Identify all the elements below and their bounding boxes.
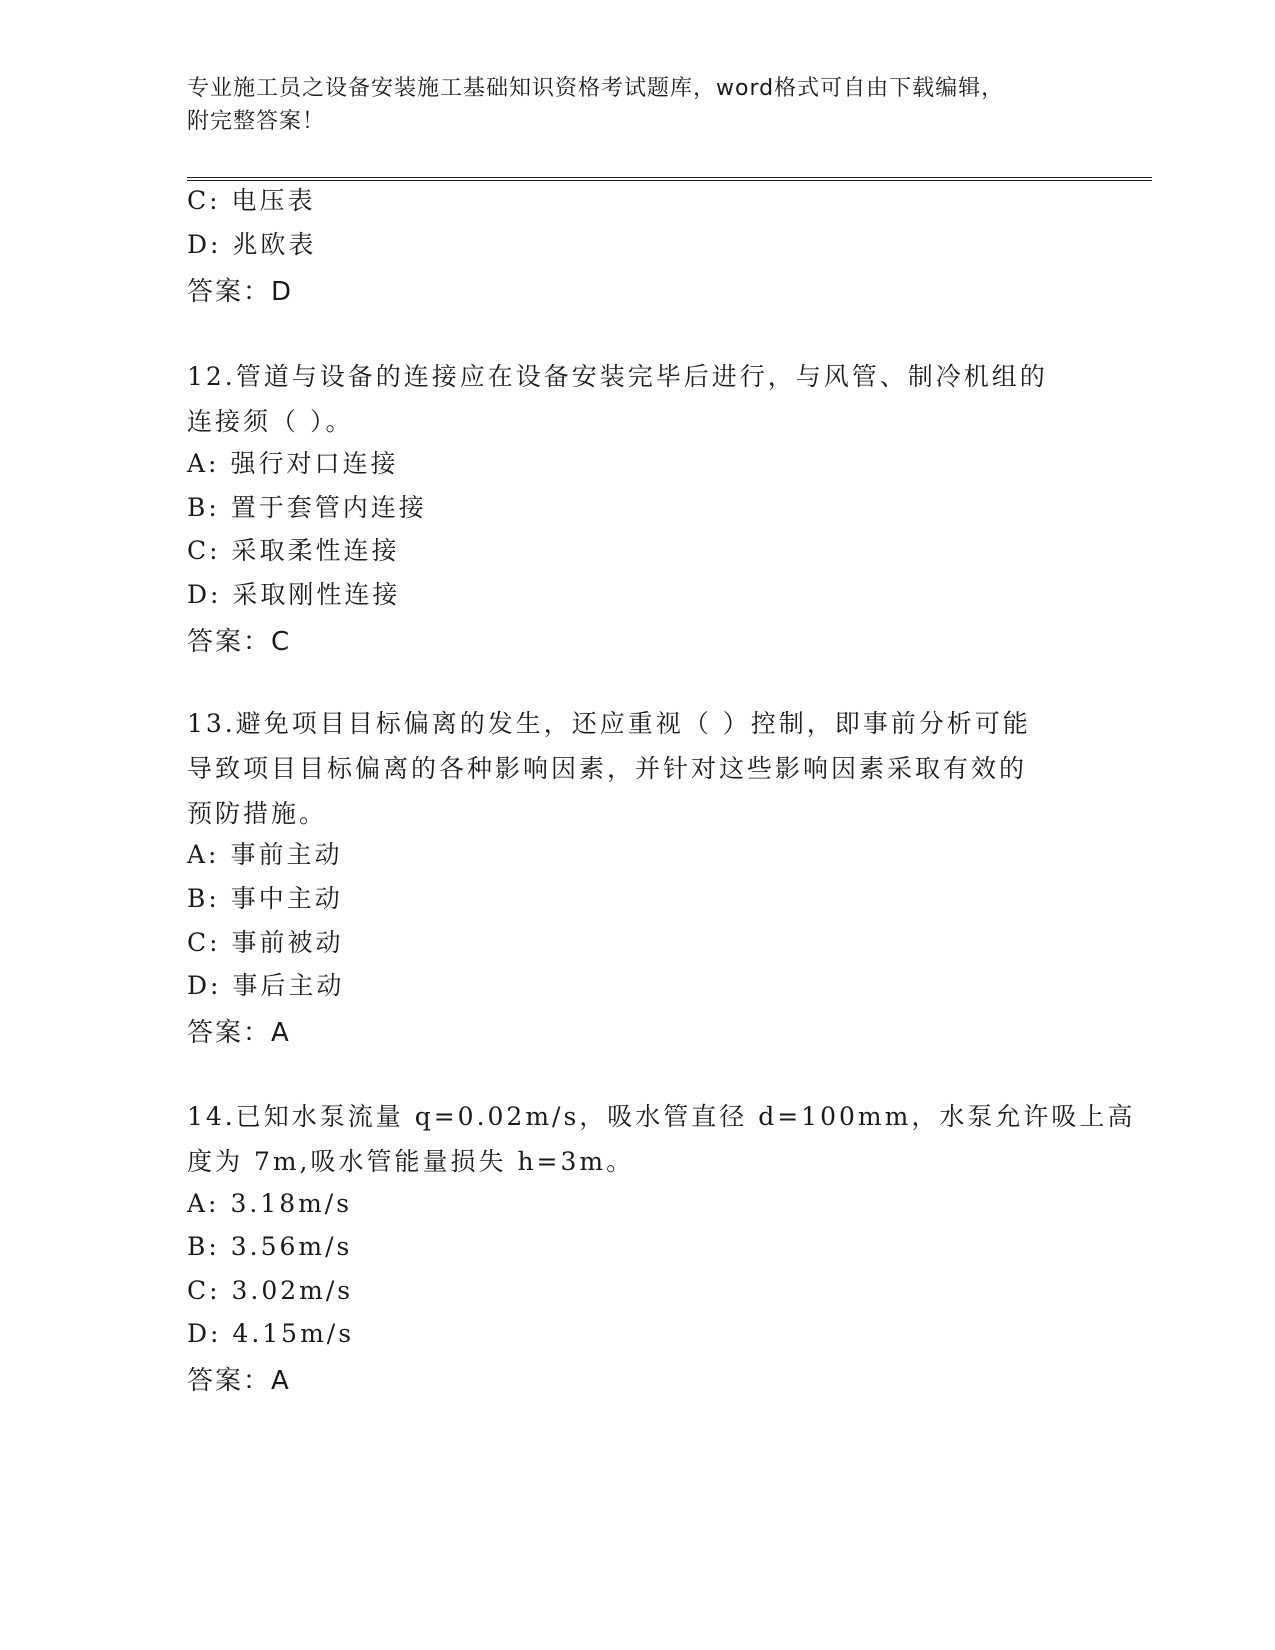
option-letter: D: xyxy=(187,1319,222,1348)
header-line: 专业施工员之设备安装施工基础知识资格考试题库，word格式可自由下载编辑， xyxy=(187,76,1005,101)
stem-line xyxy=(187,701,1067,746)
option-text: 3.18m/s xyxy=(230,1189,353,1218)
option-b xyxy=(187,1224,352,1269)
option-c xyxy=(187,920,344,965)
option-text: 3.02m/s xyxy=(231,1276,354,1305)
option-d xyxy=(187,1311,354,1356)
stem-text: 已知水泵流量 q=0.02m/s，吸水管直径 d=100mm，水泵允许吸上高 xyxy=(235,1102,1136,1131)
answer-label: 答案： xyxy=(187,1018,272,1048)
stem-line: 导致项目目标偏离的各种影响因素，并针对这些影响因素采取有效的 xyxy=(187,754,1028,783)
stem-line xyxy=(187,1094,1136,1139)
question-stem xyxy=(187,701,1067,836)
stem-text: 管道与设备的连接应在设备安装完毕后进行，与风管、制冷机组的 xyxy=(235,362,1048,391)
option-letter: B: xyxy=(187,493,220,522)
option-letter: A: xyxy=(187,449,220,478)
option-letter: A: xyxy=(187,1189,220,1218)
option-text: 采取柔性连接 xyxy=(231,536,400,565)
option-text: 置于套管内连接 xyxy=(230,493,427,522)
answer-label: 答案： xyxy=(187,1366,272,1396)
option-text: 4.15m/s xyxy=(232,1319,355,1348)
option-text: 强行对口连接 xyxy=(230,449,399,478)
stem-text: 避免项目目标偏离的发生，还应重视（ ）控制，即事前分析可能 xyxy=(235,709,1031,738)
question-number: 13. xyxy=(187,709,236,738)
option-b xyxy=(187,876,343,921)
option-text: 3.56m/s xyxy=(230,1232,353,1261)
question-number: 12. xyxy=(187,362,236,391)
option-d xyxy=(187,963,344,1008)
option-c xyxy=(187,1268,353,1313)
option-text: 兆欧表 xyxy=(232,230,317,259)
option-a xyxy=(187,832,342,877)
option-d xyxy=(187,572,400,617)
stem-line: 连接须（ ）。 xyxy=(187,407,354,436)
answer-label: 答案： xyxy=(187,627,272,657)
option-letter: D: xyxy=(187,971,222,1000)
option-letter: B: xyxy=(187,884,220,913)
option-text: 电压表 xyxy=(231,186,316,215)
answer-value: D xyxy=(271,277,294,307)
header-divider xyxy=(187,177,1152,181)
option-letter: D: xyxy=(187,230,222,259)
option-letter: C: xyxy=(187,186,221,215)
option-d xyxy=(187,222,316,267)
answer-value: A xyxy=(271,1018,291,1048)
option-text: 事后主动 xyxy=(232,971,345,1000)
stem-line: 度为 7m,吸水管能量损失 h=3m。 xyxy=(187,1147,635,1176)
header-line: 附完整答案！ xyxy=(187,109,326,134)
option-letter: B: xyxy=(187,1232,220,1261)
answer-value: C xyxy=(271,627,292,657)
answer-line xyxy=(187,270,293,315)
answer-line xyxy=(187,1011,291,1056)
option-a xyxy=(187,441,398,486)
option-text: 事中主动 xyxy=(230,884,343,913)
option-c xyxy=(187,178,316,223)
option-b xyxy=(187,485,427,530)
document-header xyxy=(187,72,1087,138)
answer-value: A xyxy=(271,1366,291,1396)
stem-line: 预防措施。 xyxy=(187,799,328,828)
option-letter: C: xyxy=(187,928,221,957)
option-letter: C: xyxy=(187,1276,221,1305)
question-stem xyxy=(187,354,1067,444)
answer-line xyxy=(187,620,291,665)
option-text: 采取刚性连接 xyxy=(232,580,401,609)
stem-line xyxy=(187,354,1067,399)
option-c xyxy=(187,528,400,573)
option-text: 事前主动 xyxy=(230,840,343,869)
question-number: 14. xyxy=(187,1102,236,1131)
answer-label: 答案： xyxy=(187,277,272,307)
option-letter: C: xyxy=(187,536,221,565)
question-stem xyxy=(187,1094,1136,1184)
answer-line xyxy=(187,1359,291,1404)
option-text: 事前被动 xyxy=(231,928,344,957)
option-a xyxy=(187,1181,352,1226)
option-letter: A: xyxy=(187,840,220,869)
option-letter: D: xyxy=(187,580,222,609)
